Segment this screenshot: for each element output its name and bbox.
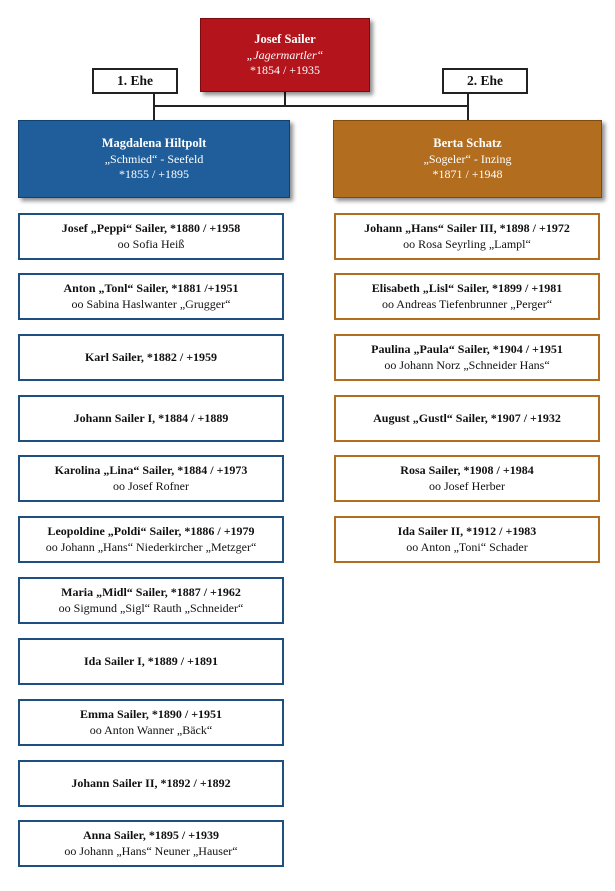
child-name: Karl Sailer, *1882 / +1959 [84,349,218,364]
root-person-name: Josef Sailer [254,32,316,47]
child-box [18,273,284,320]
child-spouse: oo Johann Norz „Schneider Hans“ [384,357,550,372]
child-name: Karolina „Lina“ Sailer, *1884 / +1973 [54,462,248,477]
child-box [18,699,284,746]
child-box [334,213,600,260]
child-box [18,577,284,624]
root-person-box [200,18,370,92]
first-spouse-dates: *1855 / +1895 [118,167,190,182]
second-spouse-box [333,120,602,198]
child-name: Anton „Tonl“ Sailer, *1881 /+1951 [63,280,239,295]
child-spouse: oo Josef Herber [429,478,505,493]
child-box [334,455,600,502]
second-marriage-label: 2. Ehe [442,68,528,94]
child-name: Elisabeth „Lisl“ Sailer, *1899 / +1981 [371,280,563,295]
child-name: Johann Sailer II, *1892 / +1892 [71,775,231,790]
child-spouse: oo Sigmund „Sigl“ Rauth „Schneider“ [58,600,244,615]
child-name: Emma Sailer, *1890 / +1951 [79,706,223,721]
child-box [334,516,600,563]
child-name: Anna Sailer, *1895 / +1939 [82,827,220,842]
child-box [18,760,284,807]
child-box [334,273,600,320]
child-name: Josef „Peppi“ Sailer, *1880 / +1958 [61,220,241,235]
child-name: Johann Sailer I, *1884 / +1889 [73,410,229,425]
child-spouse: oo Josef Rofner [113,478,189,493]
first-marriage-label: 1. Ehe [92,68,178,94]
child-spouse: oo Sofia Heiß [117,236,185,251]
child-spouse: oo Anton „Toni“ Schader [406,539,528,554]
child-spouse: oo Johann „Hans“ Neuner „Hauser“ [64,843,238,858]
child-box [18,638,284,685]
child-box [18,455,284,502]
second-spouse-dates: *1871 / +1948 [432,167,503,182]
first-spouse-name: Magdalena Hiltpolt [101,136,207,151]
child-spouse: oo Andreas Tiefenbrunner „Perger“ [381,296,553,311]
child-box [18,516,284,563]
child-box [18,820,284,867]
child-box [18,213,284,260]
child-name: August „Gustl“ Sailer, *1907 / +1932 [373,410,561,425]
child-name: Ida Sailer II, *1912 / +1983 [397,523,537,538]
child-name: Paulina „Paula“ Sailer, *1904 / +1951 [371,341,563,356]
root-person-nickname: „Jagermartler“ [246,47,324,62]
child-spouse: oo Rosa Seyrling „Lampl“ [403,236,531,251]
child-spouse: oo Sabina Haslwanter „Grugger“ [71,296,231,311]
child-box [18,334,284,381]
root-person-dates: *1854 / +1935 [249,63,321,78]
child-box [18,395,284,442]
second-spouse-name: Berta Schatz [433,136,502,151]
child-name: Maria „Midl“ Sailer, *1887 / +1962 [61,584,241,599]
second-spouse-origin: „Sogeler“ - Inzing [423,151,512,166]
child-name: Leopoldine „Poldi“ Sailer, *1886 / +1979 [47,523,255,538]
child-name: Johann „Hans“ Sailer III, *1898 / +1972 [364,220,570,235]
first-spouse-box [18,120,290,198]
child-name: Ida Sailer I, *1889 / +1891 [84,653,218,668]
child-box [334,334,600,381]
child-spouse: oo Anton Wanner „Bäck“ [89,722,213,737]
first-spouse-origin: „Schmied“ - Seefeld [104,151,204,166]
child-name: Rosa Sailer, *1908 / +1984 [400,462,534,477]
child-box [334,395,600,442]
child-spouse: oo Johann „Hans“ Niederkircher „Metzger“ [45,539,257,554]
